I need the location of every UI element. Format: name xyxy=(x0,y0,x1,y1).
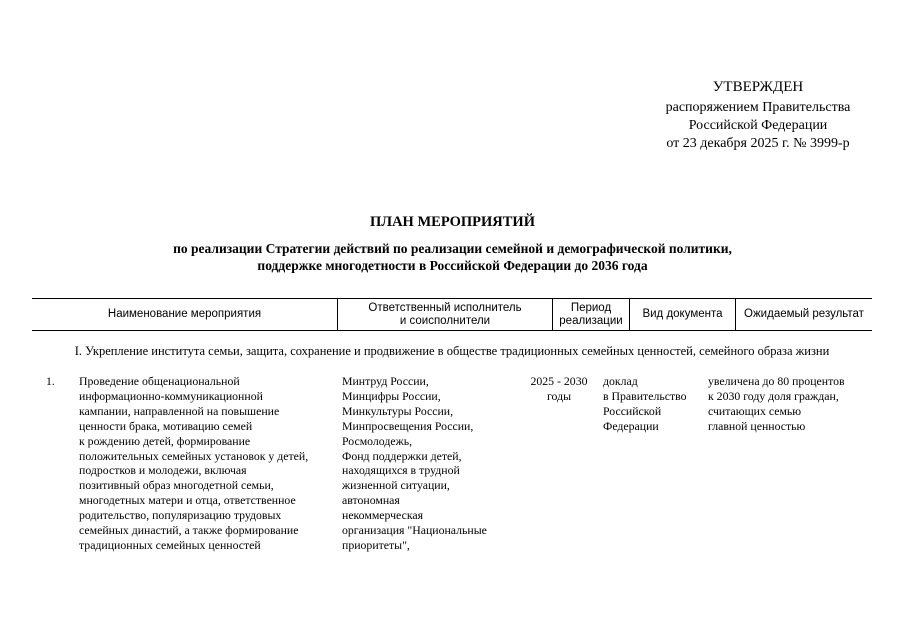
header-text: Наименование мероприятия xyxy=(107,308,262,320)
cell-line: подростков и молодежи, включая xyxy=(79,463,247,478)
header-text: Период xyxy=(570,301,612,314)
row-number: 1. xyxy=(46,374,55,388)
event-name-cell xyxy=(79,374,337,553)
period-cell xyxy=(521,374,597,404)
subtitle-line: по реализации Стратегии действий по реализации семейной и демографической политики, xyxy=(173,241,732,256)
header-text: Вид документа xyxy=(642,308,723,320)
column-header-document xyxy=(629,299,735,330)
cell-line: информационно-коммуникационной xyxy=(79,388,263,403)
document-title: ПЛАН МЕРОПРИЯТИЙ xyxy=(370,214,535,230)
header-text: Ответственный исполнитель xyxy=(368,301,522,314)
approval-line: распоряжением Правительства xyxy=(665,100,851,115)
header-text: и соисполнители xyxy=(399,314,491,327)
cell-line: семейных династий, а также формирование xyxy=(79,523,299,538)
cell-line: Росмолодежь, xyxy=(342,433,413,448)
column-header-executors xyxy=(337,299,552,330)
document-subtitle xyxy=(40,240,865,274)
executors-cell xyxy=(342,374,517,553)
cell-line: организация "Национальные xyxy=(342,523,487,538)
document-type-cell xyxy=(603,374,703,434)
cell-line: Российской xyxy=(603,403,662,418)
subtitle-line: поддержке многодетности в Российской Федерации до 2036 года xyxy=(257,258,648,273)
section-heading: I. Укрепление института семьи, защита, сохранение и продвижение в обществе традиционных семейных ценностей, семейного образа жизни xyxy=(74,344,830,358)
approval-line: Российской Федерации xyxy=(688,118,828,133)
cell-line: Минтруд России, xyxy=(342,374,429,388)
header-text: Ожидаемый результат xyxy=(744,308,864,320)
cell-line: традиционных семейных ценностей xyxy=(79,537,261,552)
cell-line: к 2030 году доля граждан, xyxy=(708,388,839,403)
table-header xyxy=(32,298,872,331)
cell-line: увеличена до 80 процентов xyxy=(708,374,845,388)
column-header-result xyxy=(735,299,872,330)
cell-line: Фонд поддержки детей, xyxy=(342,448,462,463)
cell-line: приоритеты", xyxy=(342,537,410,552)
header-text: реализации xyxy=(559,314,623,327)
approval-line: от 23 декабря 2025 г. № 3999-р xyxy=(666,136,850,151)
cell-line: находящихся в трудной xyxy=(342,463,460,478)
cell-line: главной ценностью xyxy=(708,418,806,433)
cell-line: жизненной ситуации, xyxy=(342,478,450,493)
cell-line: многодетных матери и отца, ответственное xyxy=(79,493,296,508)
cell-line: считающих семью xyxy=(708,403,802,418)
cell-line: Минкультуры России, xyxy=(342,403,454,418)
cell-line: в Правительство xyxy=(603,388,687,403)
cell-line: положительных семейных установок у детей, xyxy=(79,448,309,463)
cell-line: ценности брака, мотивацию семей xyxy=(79,418,253,433)
expected-result-cell xyxy=(708,374,872,434)
approval-heading: УТВЕРЖДЕН xyxy=(712,79,804,95)
cell-line: 2025 - 2030 xyxy=(530,374,588,388)
cell-line: Проведение общенациональной xyxy=(79,374,240,388)
cell-line: Федерации xyxy=(603,418,659,433)
cell-line: автономная xyxy=(342,493,400,508)
column-header-name xyxy=(32,299,337,330)
cell-line: к рождению детей, формирование xyxy=(79,433,251,448)
cell-line: Минцифры России, xyxy=(342,388,441,403)
approval-stamp xyxy=(640,78,876,153)
cell-line: Минпросвещения России, xyxy=(342,418,474,433)
cell-line: родительство, популяризацию трудовых xyxy=(79,508,282,523)
cell-line: позитивный образ многодетной семьи, xyxy=(79,478,274,493)
column-header-period xyxy=(552,299,629,330)
cell-line: годы xyxy=(546,388,572,403)
cell-line: доклад xyxy=(603,374,638,388)
cell-line: некоммерческая xyxy=(342,508,424,523)
cell-line: кампании, направленной на повышение xyxy=(79,403,280,418)
